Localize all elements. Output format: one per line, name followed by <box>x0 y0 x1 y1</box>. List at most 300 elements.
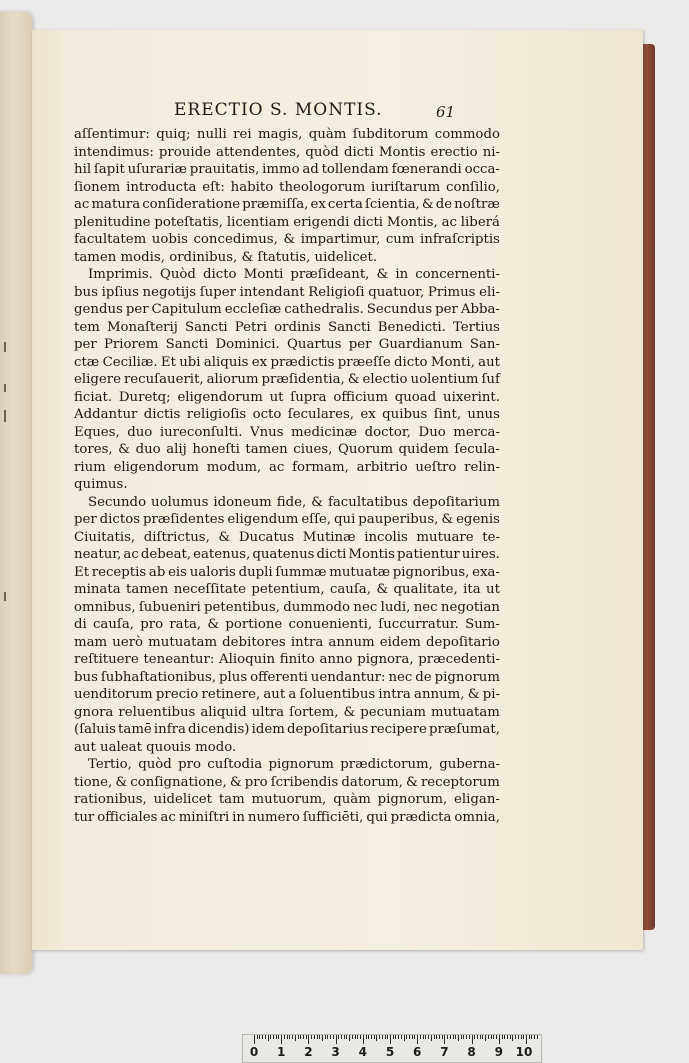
ruler-tick <box>469 1035 470 1039</box>
ruler-tick <box>262 1035 263 1039</box>
ruler-tick <box>455 1035 456 1039</box>
word: & <box>406 774 418 790</box>
ruler-tick <box>371 1035 372 1039</box>
word: egenis <box>456 512 500 527</box>
word: aſſentimur: <box>74 127 150 142</box>
text-line <box>74 179 500 197</box>
word: Vnus <box>249 424 284 440</box>
word: Tertius <box>452 319 500 335</box>
ruler-tick <box>434 1035 435 1039</box>
ruler-tick <box>273 1035 274 1039</box>
word: plenitudine <box>74 214 151 230</box>
ruler-tick <box>336 1035 337 1044</box>
word: & <box>441 512 454 527</box>
word: pro <box>244 774 268 790</box>
ruler-label: 7 <box>440 1045 449 1059</box>
word: petentibus, <box>204 599 280 615</box>
ruler-tick <box>406 1035 407 1039</box>
word: uſurariæ <box>127 162 188 177</box>
word: pi- <box>482 687 500 702</box>
word: ueſtro <box>415 459 457 475</box>
word: Primus <box>427 284 476 300</box>
word: uolumus <box>151 494 209 510</box>
word: uobis <box>151 232 188 247</box>
word: idem <box>251 722 285 737</box>
ruler-tick <box>531 1035 532 1039</box>
ruler-tick <box>292 1035 293 1039</box>
ruler-label: 4 <box>358 1045 367 1059</box>
word: dicendis) <box>188 722 250 737</box>
word: rei <box>233 127 252 142</box>
word: precio <box>155 687 199 702</box>
word: de <box>415 669 432 685</box>
word: uixerint. <box>443 389 500 405</box>
word: uendantur: <box>310 669 386 685</box>
word: ſufficiēti, <box>302 809 364 825</box>
page-number: 61 <box>436 103 456 121</box>
word: Guardianum <box>378 337 463 352</box>
ruler-tick <box>436 1035 437 1039</box>
text-line <box>74 161 500 179</box>
ruler-tick <box>526 1035 527 1044</box>
word: recipere <box>370 722 427 737</box>
ruler-tick <box>300 1035 301 1039</box>
word: tamen <box>245 442 288 457</box>
word: mutuorum, <box>251 792 327 807</box>
word: officium <box>333 389 388 405</box>
ruler-tick <box>325 1035 326 1039</box>
word: uires. <box>461 547 500 562</box>
ruler-label: 3 <box>331 1045 340 1059</box>
ruler-tick <box>417 1035 418 1044</box>
word: Religioſi <box>308 284 365 300</box>
word: eligendorum <box>113 459 199 475</box>
ruler-tick <box>450 1035 451 1039</box>
ruler-tick <box>534 1035 535 1039</box>
word: conſilio, <box>446 179 500 195</box>
word: tem <box>74 319 100 335</box>
ruler-tick <box>363 1035 364 1044</box>
word: Addantur <box>74 407 138 422</box>
word: octo <box>252 407 282 422</box>
word: aliquid <box>200 704 247 720</box>
word: liberá <box>460 214 500 230</box>
word: patientur <box>397 547 460 562</box>
word: qui <box>366 809 388 825</box>
word: ita <box>463 582 481 597</box>
word: noſtræ <box>454 197 500 212</box>
word: commodo <box>434 127 500 142</box>
word: religioſis <box>186 407 247 422</box>
word: Monti, <box>430 354 475 370</box>
word: te- <box>482 529 500 545</box>
word: pecuniam <box>360 704 427 720</box>
word: prædicta <box>390 809 452 825</box>
text-line <box>74 704 500 722</box>
word: pignoribus, <box>392 564 470 580</box>
word: tur <box>74 809 95 825</box>
word: ſubditorum <box>352 127 429 142</box>
ruler-tick <box>287 1035 288 1039</box>
text-line <box>74 196 500 214</box>
ruler-tick <box>431 1035 432 1041</box>
word: conſideratione <box>142 197 241 212</box>
word: intra <box>378 687 411 702</box>
ruler-tick <box>352 1035 353 1039</box>
ruler-tick <box>281 1035 282 1044</box>
text-line <box>74 511 500 529</box>
word: ſuper <box>199 284 236 300</box>
ruler-tick <box>355 1035 356 1039</box>
ruler-tick <box>382 1035 383 1039</box>
word: conuenienti, <box>288 617 373 632</box>
word: tamen <box>126 582 169 597</box>
word: infraſcriptis <box>420 232 500 247</box>
ruler-tick <box>466 1035 467 1039</box>
ruler-tick <box>276 1035 277 1039</box>
word: gendus <box>74 302 123 317</box>
word: mutuatam <box>431 704 500 720</box>
word: fœnerandi <box>391 162 462 177</box>
ruler-tick <box>327 1035 328 1039</box>
running-head: ERECTIO S. MONTIS. <box>174 100 383 120</box>
word: finito <box>279 652 315 667</box>
word: eligan- <box>454 792 500 807</box>
ruler-tick <box>485 1035 486 1041</box>
ruler-tick <box>322 1035 323 1041</box>
word: per <box>125 302 149 317</box>
ruler-tick <box>374 1035 375 1039</box>
word: Montis, <box>386 214 438 230</box>
ruler-tick <box>284 1035 285 1039</box>
ruler-tick <box>254 1035 255 1044</box>
ruler-tick <box>341 1035 342 1039</box>
word: mutuare <box>416 529 474 545</box>
word: uolentium <box>410 372 479 387</box>
ruler-tick <box>319 1035 320 1039</box>
word: ſuf <box>481 372 500 387</box>
word: & <box>311 494 323 510</box>
word: hil <box>74 162 92 177</box>
word: Tertio, <box>88 757 132 772</box>
word: eatenus, <box>193 547 251 562</box>
word: & <box>229 774 242 790</box>
word: ualoris <box>189 564 236 580</box>
word: Quorum <box>337 442 393 457</box>
ruler-label: 8 <box>467 1045 476 1059</box>
word: habito <box>230 179 274 195</box>
word: pignorum <box>434 669 500 685</box>
word: dicto <box>393 354 428 370</box>
word: & <box>207 617 220 632</box>
word: iuriſtarum <box>371 179 441 195</box>
word: ſuccurratur. <box>378 617 459 632</box>
word: & <box>376 267 389 282</box>
word: aliquis <box>203 354 249 370</box>
word: ſoluentibus <box>299 687 376 702</box>
word: recuſauerit, <box>123 372 204 387</box>
ruler-tick <box>447 1035 448 1039</box>
ruler-tick <box>458 1035 459 1041</box>
text-line <box>74 581 500 599</box>
word: doctor, <box>364 424 412 440</box>
word: nec <box>388 669 413 685</box>
ruler-tick <box>257 1035 258 1039</box>
word: duo <box>135 442 161 457</box>
word: ſummæ <box>275 564 327 580</box>
ruler-tick <box>317 1035 318 1039</box>
ruler-tick <box>529 1035 530 1039</box>
word: ac <box>269 459 285 475</box>
word: ludi, <box>380 599 411 615</box>
word: annum, <box>414 687 465 702</box>
word: ſubhaſtationibus, <box>100 669 217 685</box>
word: teneantur: <box>143 652 215 667</box>
text-line-content: quimus. <box>74 477 128 492</box>
text-line <box>74 651 500 669</box>
ruler-tick <box>346 1035 347 1039</box>
word: receptis <box>91 564 147 580</box>
word: dummodo <box>283 599 351 615</box>
word: dictos <box>99 512 141 527</box>
word: præſideant, <box>290 267 370 282</box>
word: Mutinæ <box>302 529 356 545</box>
word: certa <box>327 197 363 212</box>
ruler-label: 2 <box>304 1045 313 1059</box>
word: mam <box>74 634 108 650</box>
text-line <box>74 721 500 739</box>
word: eſſe, <box>301 512 332 527</box>
ruler-tick <box>333 1035 334 1039</box>
word: bus <box>74 284 98 300</box>
word: nulli <box>196 127 227 142</box>
text-line <box>74 686 500 704</box>
ruler-tick <box>439 1035 440 1039</box>
word: matura <box>91 197 141 212</box>
word: cauſa, <box>92 617 134 632</box>
word: per <box>74 337 97 352</box>
word: de <box>435 197 453 212</box>
ruler-tick <box>502 1035 503 1039</box>
word: Quòd <box>159 267 196 282</box>
ruler-tick <box>496 1035 497 1039</box>
ruler-tick <box>398 1035 399 1039</box>
word: tione, <box>74 774 113 790</box>
word: ac <box>123 547 139 562</box>
word: magis, <box>258 127 303 142</box>
word: ac <box>74 197 90 212</box>
word: Capitulum <box>151 302 222 317</box>
word: medicinæ <box>291 424 358 440</box>
word: præmiſſa, <box>242 197 309 212</box>
ruler-tick <box>289 1035 290 1039</box>
word: eligere <box>74 372 121 387</box>
text-line <box>74 494 500 512</box>
word: duo <box>127 424 153 440</box>
ruler-tick <box>521 1035 522 1039</box>
word: Et <box>74 564 90 580</box>
ruler-tick <box>265 1035 266 1039</box>
ruler-tick <box>278 1035 279 1039</box>
word: occa- <box>464 162 500 177</box>
word: numero <box>247 809 300 825</box>
word: cuſtodia <box>207 757 263 772</box>
word: Secundus <box>366 302 433 317</box>
word: Secundo <box>88 494 147 510</box>
page-text <box>74 126 500 826</box>
word: & <box>218 529 231 545</box>
word: intendimus: <box>74 144 154 160</box>
ruler-label: 0 <box>249 1045 259 1059</box>
word: debitores <box>222 634 286 650</box>
word: petentium, <box>251 582 325 597</box>
word: in <box>232 809 245 825</box>
word: bus <box>74 669 98 685</box>
word: aliorum <box>206 372 259 387</box>
word: eis <box>168 564 188 580</box>
text-line <box>74 459 500 477</box>
word: pignorum <box>268 757 334 772</box>
word: quatuor, <box>368 284 425 300</box>
ruler-tick <box>499 1035 500 1044</box>
word: prauitatis, <box>189 162 260 177</box>
ruler-tick <box>442 1035 443 1039</box>
word: theologorum <box>279 179 366 195</box>
word: introducta <box>126 179 197 195</box>
word: ſapit <box>93 162 125 177</box>
ruler-tick <box>393 1035 394 1039</box>
word: quàm <box>333 792 371 807</box>
ruler-tick <box>453 1035 454 1039</box>
word: tam <box>218 792 245 807</box>
ruler-tick <box>412 1035 413 1039</box>
word: erigendi <box>293 214 350 230</box>
word: uerò <box>112 634 144 650</box>
word: Duretq; <box>118 389 171 405</box>
ruler-tick <box>376 1035 377 1041</box>
text-line <box>74 424 500 442</box>
word: anno <box>319 652 353 667</box>
word: Sancti <box>327 319 371 335</box>
word: Petri <box>234 319 267 335</box>
text-line <box>74 756 500 774</box>
word: Ducatus <box>238 529 295 545</box>
word: ctæ <box>74 354 100 370</box>
word: mutuatam <box>148 634 218 650</box>
text-line <box>74 354 500 372</box>
word: & <box>376 582 389 597</box>
word: ipſius <box>101 284 139 300</box>
word: electio <box>362 372 408 387</box>
ruler-tick <box>368 1035 369 1039</box>
ruler-tick <box>463 1035 464 1039</box>
word: miniſtri <box>178 809 230 825</box>
ruler-tick <box>357 1035 358 1039</box>
scale-ruler <box>242 1034 542 1063</box>
word: plus <box>219 669 248 685</box>
ruler-tick <box>512 1035 513 1041</box>
word: ſecula- <box>454 442 500 457</box>
word: quiq; <box>156 127 191 142</box>
ruler-tick <box>423 1035 424 1039</box>
word: poteſtatis, <box>154 214 223 230</box>
word: cauſa, <box>329 582 371 597</box>
word: gnora <box>74 704 114 720</box>
word: ex <box>310 197 326 212</box>
text-line <box>74 564 500 582</box>
word: præcedenti- <box>418 652 500 667</box>
word: præeſſe <box>337 354 391 370</box>
word: ſubueniri <box>138 599 201 615</box>
ruler-tick <box>425 1035 426 1039</box>
ruler-tick <box>349 1035 350 1041</box>
facing-page-edge <box>0 12 32 974</box>
word: aut <box>263 687 286 702</box>
word: diſtrictus, <box>143 529 210 545</box>
ruler-label: 6 <box>413 1045 422 1059</box>
text-line <box>74 774 500 792</box>
word: Monti <box>243 267 284 282</box>
ruler-tick <box>314 1035 315 1039</box>
ruler-tick <box>268 1035 269 1041</box>
word: ciues, <box>293 442 333 457</box>
word: ni- <box>482 144 500 160</box>
ruler-tick <box>366 1035 367 1039</box>
text-line <box>74 301 500 319</box>
text-line <box>74 634 500 652</box>
word: Ceciliæ. <box>102 354 158 370</box>
word: negotian <box>440 599 500 615</box>
word: facultatem <box>74 232 147 247</box>
word: Abba- <box>460 302 500 317</box>
ruler-tick <box>537 1035 538 1039</box>
text-line <box>74 144 500 162</box>
word: ordinis <box>274 319 321 335</box>
word: ubi <box>179 354 201 370</box>
word: eli- <box>479 284 500 300</box>
word: tamē <box>118 722 152 737</box>
word: præſidentes <box>142 512 225 527</box>
ruler-tick <box>311 1035 312 1039</box>
ruler-tick <box>344 1035 345 1039</box>
word: dicto <box>202 267 237 282</box>
ruler-tick <box>523 1035 524 1039</box>
text-line <box>74 249 500 267</box>
ruler-tick <box>360 1035 361 1039</box>
word: præſidentia, <box>261 372 345 387</box>
text-line <box>74 669 500 687</box>
word: aut <box>478 354 500 370</box>
word: formam, <box>292 459 349 475</box>
word: neatur, <box>74 547 122 562</box>
word: ac <box>160 809 176 825</box>
word: eccleſiæ <box>224 302 282 317</box>
text-line-content: aut ualeat quouis modo. <box>74 739 237 755</box>
word: alij <box>166 442 187 457</box>
text-line <box>74 231 500 249</box>
word: reluentibus <box>118 704 196 720</box>
word: pro <box>140 617 164 632</box>
word: pignorum, <box>377 792 448 807</box>
word: rationibus, <box>74 792 147 807</box>
word: concernenti- <box>415 267 500 282</box>
word: retinere, <box>201 687 261 702</box>
ruler-tick <box>390 1035 391 1044</box>
ruler-tick <box>482 1035 483 1039</box>
word: debeat, <box>140 547 192 562</box>
word: cum <box>385 232 415 247</box>
word: Sum- <box>465 617 500 632</box>
